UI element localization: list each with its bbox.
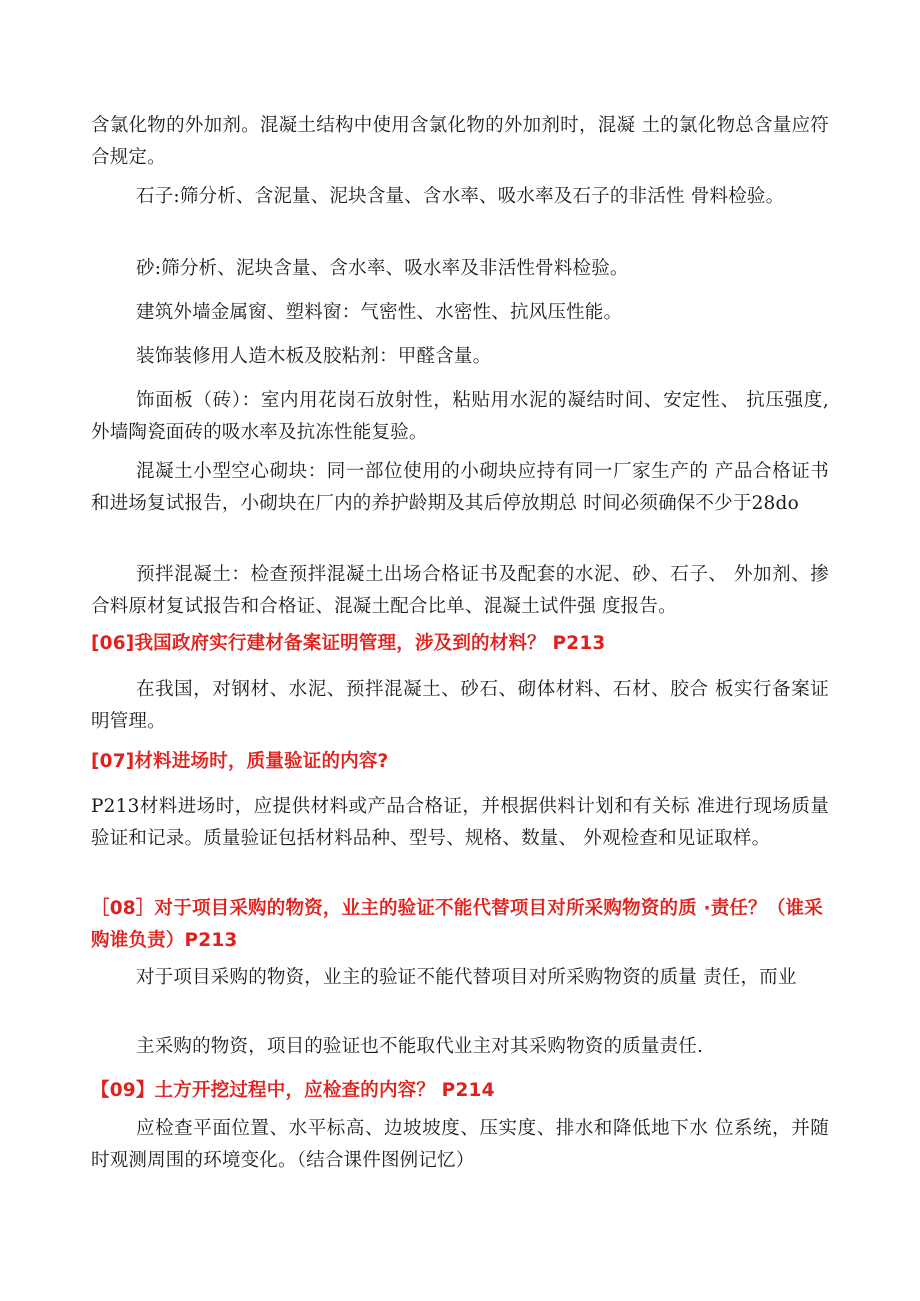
paragraph-windows-tests: 建筑外墙金属窗、塑料窗：气密性、水密性、抗风压性能。 [136, 302, 623, 323]
paragraph-ready-mix-concrete: 预拌混凝土：检查预拌混凝土出场合格证书及配套的水泥、砂、石子、 外加剂、掺合料原材复试报告和合格证、混凝土配合比单、混凝土试件强 度报告。 [91, 564, 829, 617]
paragraph-owner-verification-1: 对于项目采购的物资，业主的验证不能代替项目对所采购物资的质量 责任，而业 [136, 967, 797, 988]
heading-06: [06]我国政府实行建材备案证明管理，涉及到的材料？ P213 [91, 633, 606, 654]
paragraph-gravel-tests: 石子:筛分析、含泥量、泥块含量、含水率、吸水率及石子的非活性 骨料检验。 [136, 186, 785, 207]
heading-07: [07]材料进场时，质量验证的内容? [91, 751, 389, 772]
paragraph-quality-verification: P213材料进场时，应提供材料或产品合格证，并根据供料计划和有关标 准进行现场质量验证和记录。质量验证包括材料品种、型号、规格、数量、 外观检查和见证取样。 [91, 796, 829, 849]
heading-08: ［08］对于项目采购的物资，业主的验证不能代替项目对所采购物资的质 ·责任？（谁采购谁负责）P213 [91, 898, 823, 951]
paragraph-filing-materials: 在我国，对钢材、水泥、预拌混凝土、砂石、砌体材料、石材、胶合 板实行备案证明管理。 [91, 679, 829, 732]
heading-09: 【09】土方开挖过程中，应检查的内容？ P214 [91, 1080, 495, 1101]
paragraph-sand-tests: 砂:筛分析、泥块含量、含水率、吸水率及非活性骨料检验。 [136, 258, 629, 279]
paragraph-concrete-blocks: 混凝土小型空心砌块：同一部位使用的小砌块应持有同一厂家生产的 产品合格证书和进场复试报告，小砌块在厂内的养护龄期及其后停放期总 时间必须确保不少于28do [91, 461, 829, 514]
paragraph-owner-verification-2: 主采购的物资，项目的验证也不能取代业主对其采购物资的质量责任. [136, 1036, 704, 1057]
paragraph-earthwork-inspection: 应检查平面位置、水平标高、边坡坡度、压实度、排水和降低地下水 位系统，并随时观测周围的环境变化。（结合课件图例记忆） [91, 1118, 829, 1171]
paragraph-chloride-admixture: 含氯化物的外加剂。混凝土结构中使用含氯化物的外加剂时，混凝 土的氯化物总含量应符合规定。 [91, 115, 829, 168]
paragraph-facing-tiles: 饰面板（砖）：室内用花岗石放射性，粘贴用水泥的凝结时间、安定性、 抗压强度,外墙陶瓷面砖的吸水率及抗冻性能复验。 [91, 390, 829, 443]
paragraph-wood-panels: 装饰装修用人造木板及胶粘剂：甲醛含量。 [136, 346, 492, 367]
